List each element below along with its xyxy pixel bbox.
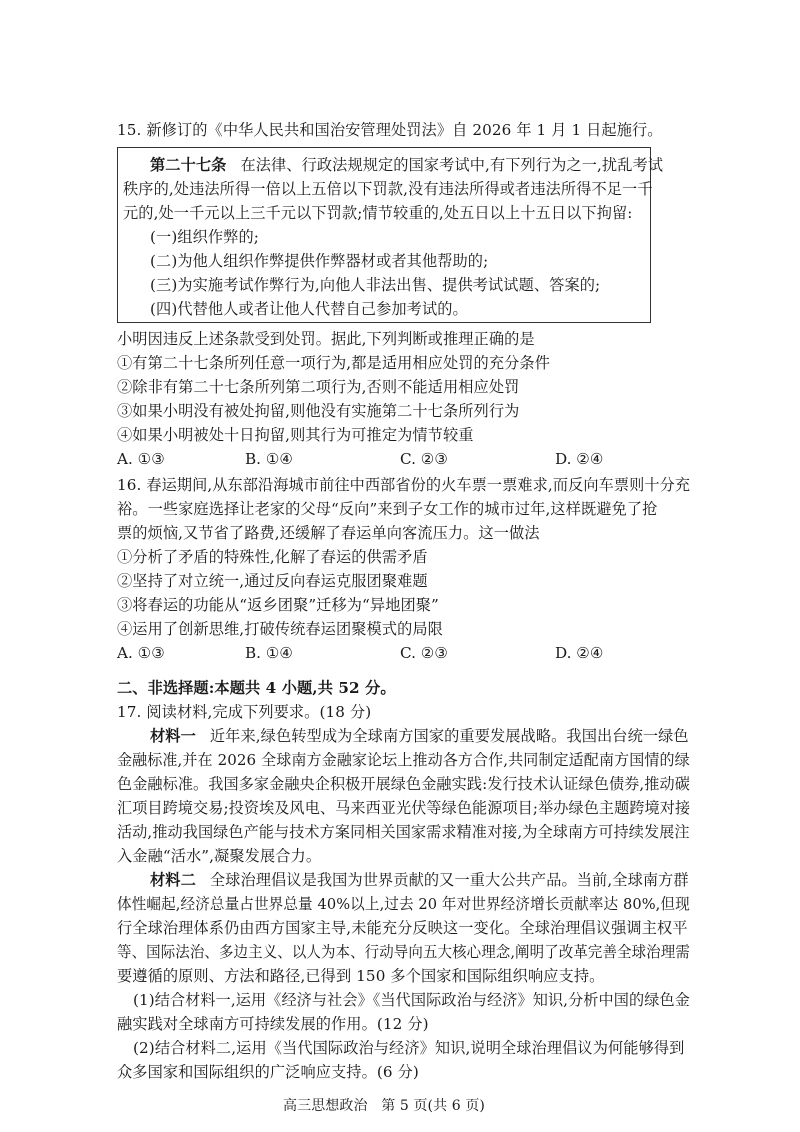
article-line1: 在法律、行政法规规定的国家考试中,有下列行为之一,扰乱考试 (240, 156, 664, 174)
article-item-2: (二)为他人组织作弊提供作弊器材或者其他帮助的; (150, 252, 489, 270)
material1-first-line (150, 724, 689, 748)
q15-statement-3: ③如果小明没有被处拘留,则他没有实施第二十七条所列行为 (117, 402, 520, 420)
sub-question-1-line-2: 融实践对全球南方可持续发展的作用。(12 分) (117, 1015, 429, 1033)
q15-stem: 15. 新修订的《中华人民共和国治安管理处罚法》自 2026 年 1 月 1 日起施行。 (117, 121, 663, 139)
material1-label: 材料一 (150, 727, 196, 745)
q16-statement-4: ④运用了创新思维,打破传统春运团聚模式的局限 (117, 620, 443, 638)
article-item-3: (三)为实施考试作弊行为,向他人非法出售、提供考试试题、答案的; (150, 276, 601, 294)
page-footer: 高三思想政治 第 5 页(共 6 页) (283, 1098, 485, 1114)
q15-statement-4: ④如果小明被处十日拘留,则其行为可推定为情节较重 (117, 426, 474, 444)
section-heading: 二、非选择题:本题共 4 小题,共 52 分。 (117, 679, 396, 697)
material2-line-5: 要遵循的原则、方法和路径,已得到 150 多个国家和国际组织响应支持。 (117, 967, 605, 985)
material1-line-6: 入金融“活水”,凝聚发展合力。 (117, 847, 322, 865)
q16-option-a: A. ①③ (117, 644, 165, 662)
material1-line-2: 金融标准,并在 2026 全球南方金融家论坛上推动各方合作,共同制定适配南方国情的绿 (117, 751, 690, 769)
material1-line-1: 近年来,绿色转型成为全球南方国家的重要发展战略。我国出台统一绿色 (209, 727, 689, 745)
q15-question: 小明因违反上述条款受到处罚。据此,下列判断或推理正确的是 (117, 330, 535, 348)
q16-statement-1: ①分析了矛盾的特殊性,化解了春运的供需矛盾 (117, 548, 428, 566)
sub-question-2-line-2: 众多国家和国际组织的广泛响应支持。(6 分) (117, 1063, 419, 1081)
material2-line-4: 等、国际法治、多边主义、以人为本、行动导向五大核心理念,阐明了改革完善全球治理需 (117, 943, 690, 961)
article-number: 第二十七条 (150, 156, 227, 174)
material2-line-1: 全球治理倡议是我国为世界贡献的又一重大公共产品。当前,全球南方群 (209, 871, 689, 889)
material1-line-4: 汇项目跨境交易;投资埃及风电、马来西亚光伏等绿色能源项目;举办绿色主题跨境对接 (117, 799, 691, 817)
q16-line-2: 裕。一些家庭选择让老家的父母“反向”来到子女工作的城市过年,这样既避免了抢 (117, 500, 658, 518)
q15-statement-1: ①有第二十七条所列任意一项行为,都是适用相应处罚的充分条件 (117, 354, 550, 372)
article-item-1: (一)组织作弊的; (150, 228, 259, 246)
q16-statement-2: ②坚持了对立统一,通过反向春运克服团聚难题 (117, 572, 428, 590)
article-line3: 元的,处一千元以上三千元以下罚款;情节较重的,处五日以上十五日以下拘留: (123, 204, 633, 222)
q16-option-d: D. ②④ (555, 644, 604, 662)
material1-line-5: 活动,推动我国绿色产能与技术方案同相关国家需求精准对接,为全球南方可持续发展注 (117, 823, 690, 841)
q17-stem: 17. 阅读材料,完成下列要求。(18 分) (117, 703, 372, 721)
q15-statement-2: ②除非有第二十七条所列第二项行为,否则不能适用相应处罚 (117, 378, 520, 396)
q16-statement-3: ③将春运的功能从“返乡团聚”迁移为“异地团聚” (117, 596, 439, 614)
q15-option-c: C. ②③ (400, 450, 448, 468)
material2-line-3: 行全球治理体系仍由西方国家主导,未能充分反映这一变化。全球治理倡议强调主权平 (117, 919, 688, 937)
q16-option-b: B. ①④ (245, 644, 294, 662)
sub-question-1-line-1: (1)结合材料一,运用《经济与社会》《当代国际政治与经济》知识,分析中国的绿色金 (133, 991, 690, 1009)
material2-first-line (150, 868, 689, 892)
material1-line-3: 色金融标准。我国多家金融央企积极开展绿色金融实践:发行技术认证绿色债券,推动碳 (117, 775, 690, 793)
q16-option-c: C. ②③ (400, 644, 448, 662)
q15-option-a: A. ①③ (117, 450, 165, 468)
article-line2: 秩序的,处违法所得一倍以上五倍以下罚款,没有违法所得或者违法所得不足一千 (123, 180, 653, 198)
q16-line-3: 票的烦恼,又节省了路费,还缓解了春运单向客流压力。这一做法 (117, 524, 540, 542)
material2-line-2: 体性崛起,经济总量占世界总量 40%以上,过去 20 年对世界经济增长贡献率达 80%,但现 (117, 895, 690, 913)
q15-option-b: B. ①④ (245, 450, 294, 468)
material2-label: 材料二 (150, 871, 196, 889)
article-item-4: (四)代替他人或者让他人代替自己参加考试的。 (150, 300, 468, 318)
article-title (150, 153, 663, 177)
q15-option-d: D. ②④ (555, 450, 604, 468)
sub-question-2-line-1: (2)结合材料二,运用《当代国际政治与经济》知识,说明全球治理倡议为何能够得到 (133, 1039, 685, 1057)
q16-line-1: 16. 春运期间,从东部沿海城市前往中西部省份的火车票一票难求,而反向车票则十分充 (117, 476, 691, 494)
